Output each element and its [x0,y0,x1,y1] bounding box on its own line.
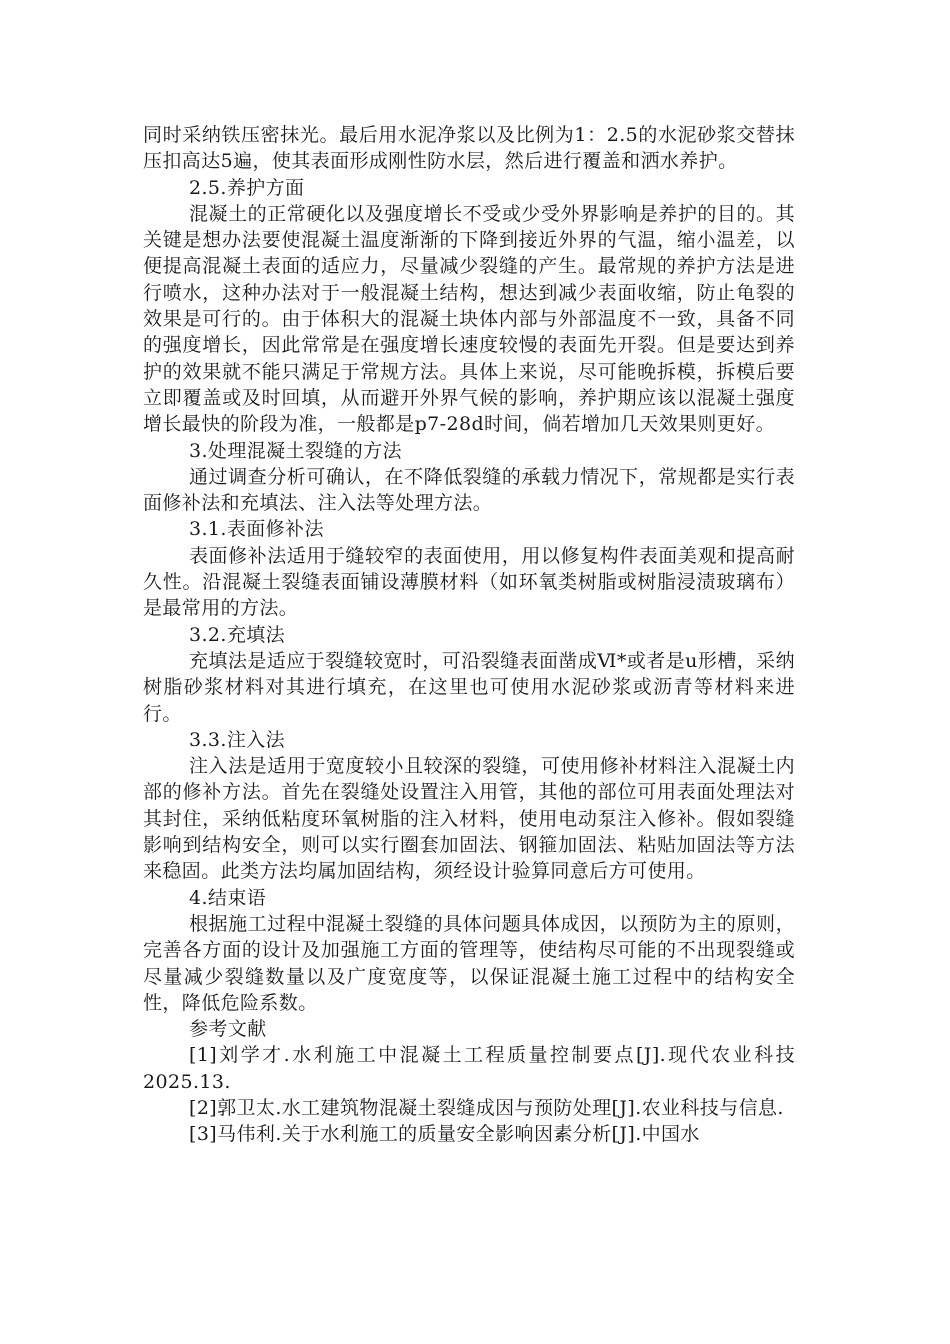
heading-2-5-curing: 2.5.养护方面 [189,176,305,199]
reference-item-3: [3]马伟利.关于水利施工的质量安全影响因素分析[J].中国水 [189,1123,700,1146]
paragraph-filling: 充填法是适应于裂缝较宽时，可沿裂缝表面凿成Ⅵ*或者是u形槽，采纳树脂砂浆材料对其进行填充，在这里也可使用水泥砂浆或沥青等材料来进行。 [143,649,795,725]
reference-item-2: [2]郭卫太.水工建筑物混凝土裂缝成因与预防处理[J].农业科技与信息. [189,1096,784,1119]
paragraph-crack-treatment: 通过调查分析可确认，在不降低裂缝的承载力情况下，常规都是实行表面修补法和充填法、注入法等处理方法。 [143,465,795,515]
paragraph-conclusion: 根据施工过程中混凝土裂缝的具体问题具体成因，以预防为主的原则，完善各方面的设计及加强施工方面的管理等，使结构尽可能的不出现裂缝或尽量减少裂缝数量以及广度宽度等，以保证混凝土施工过程中的结构安全性，降低危险系数。 [143,912,795,1014]
heading-3-2-filling: 3.2.充填法 [189,623,286,646]
paragraph-curing-method-end: 同时采纳铁压密抹光。最后用水泥净浆以及比例为1：2.5的水泥砂浆交替抹压扣高达5遍，使其表面形成刚性防水层，然后进行覆盖和洒水养护。 [143,124,795,173]
paragraph-injection: 注入法是适用于宽度较小且较深的裂缝，可使用修补材料注入混凝土内部的修补方法。首先在裂缝处设置注入用管，其他的部位可用表面处理法对其封住，采纳低粘度环氧树脂的注入材料，使用电动泵注入修补。假如裂缝影响到结构安全，则可以实行圈套加固法、钢箍加固法、粘贴加固法等方法来稳固。此类方法均属加固结构，须经设计验算同意后方可使用。 [143,755,795,883]
paragraph-curing: 混凝土的正常硬化以及强度增长不受或少受外界影响是养护的目的。其关键是想办法要使混凝土温度渐渐的下降到接近外界的气温，缩小温差，以便提高混凝土表面的适应力，尽量减少裂缝的产生。最常规的养护方法是进行喷水，这种办法对于一般混凝土结构，想达到减少表面收缩，防止龟裂的效果是可行的。由于体积大的混凝土块体内部与外部温度不一致，具备不同的强度增长，因此常常是在强度增长速度较慢的表面先开裂。但是要达到养护的效果就不能只满足于常规方法。具体上来说，尽可能晚拆模，拆模后要立即覆盖或及时回填，从而避开外界气候的影响，养护期应该以混凝土强度增长最快的阶段为准，一般都是p7-28d时间，倘若增加几天效果则更好。 [143,202,795,436]
reference-item-1: [1]刘学才.水利施工中混凝土工程质量控制要点[J].现代农业科技2025.13. [143,1044,795,1093]
heading-3-3-injection: 3.3.注入法 [189,728,286,751]
paragraph-surface-repair: 表面修补法适用于缝较窄的表面使用，用以修复构件表面美观和提高耐久性。沿混凝土裂缝表面铺设薄膜材料（如环氧类树脂或树脂浸渍玻璃布）是最常用的方法。 [143,544,795,620]
heading-3-1-surface-repair: 3.1.表面修补法 [189,518,324,541]
heading-4-conclusion: 4.结束语 [189,886,267,909]
document-body [143,122,795,1148]
heading-3-crack-treatment: 3.处理混凝土裂缝的方法 [189,439,402,462]
heading-references: 参考文献 [189,1018,267,1041]
